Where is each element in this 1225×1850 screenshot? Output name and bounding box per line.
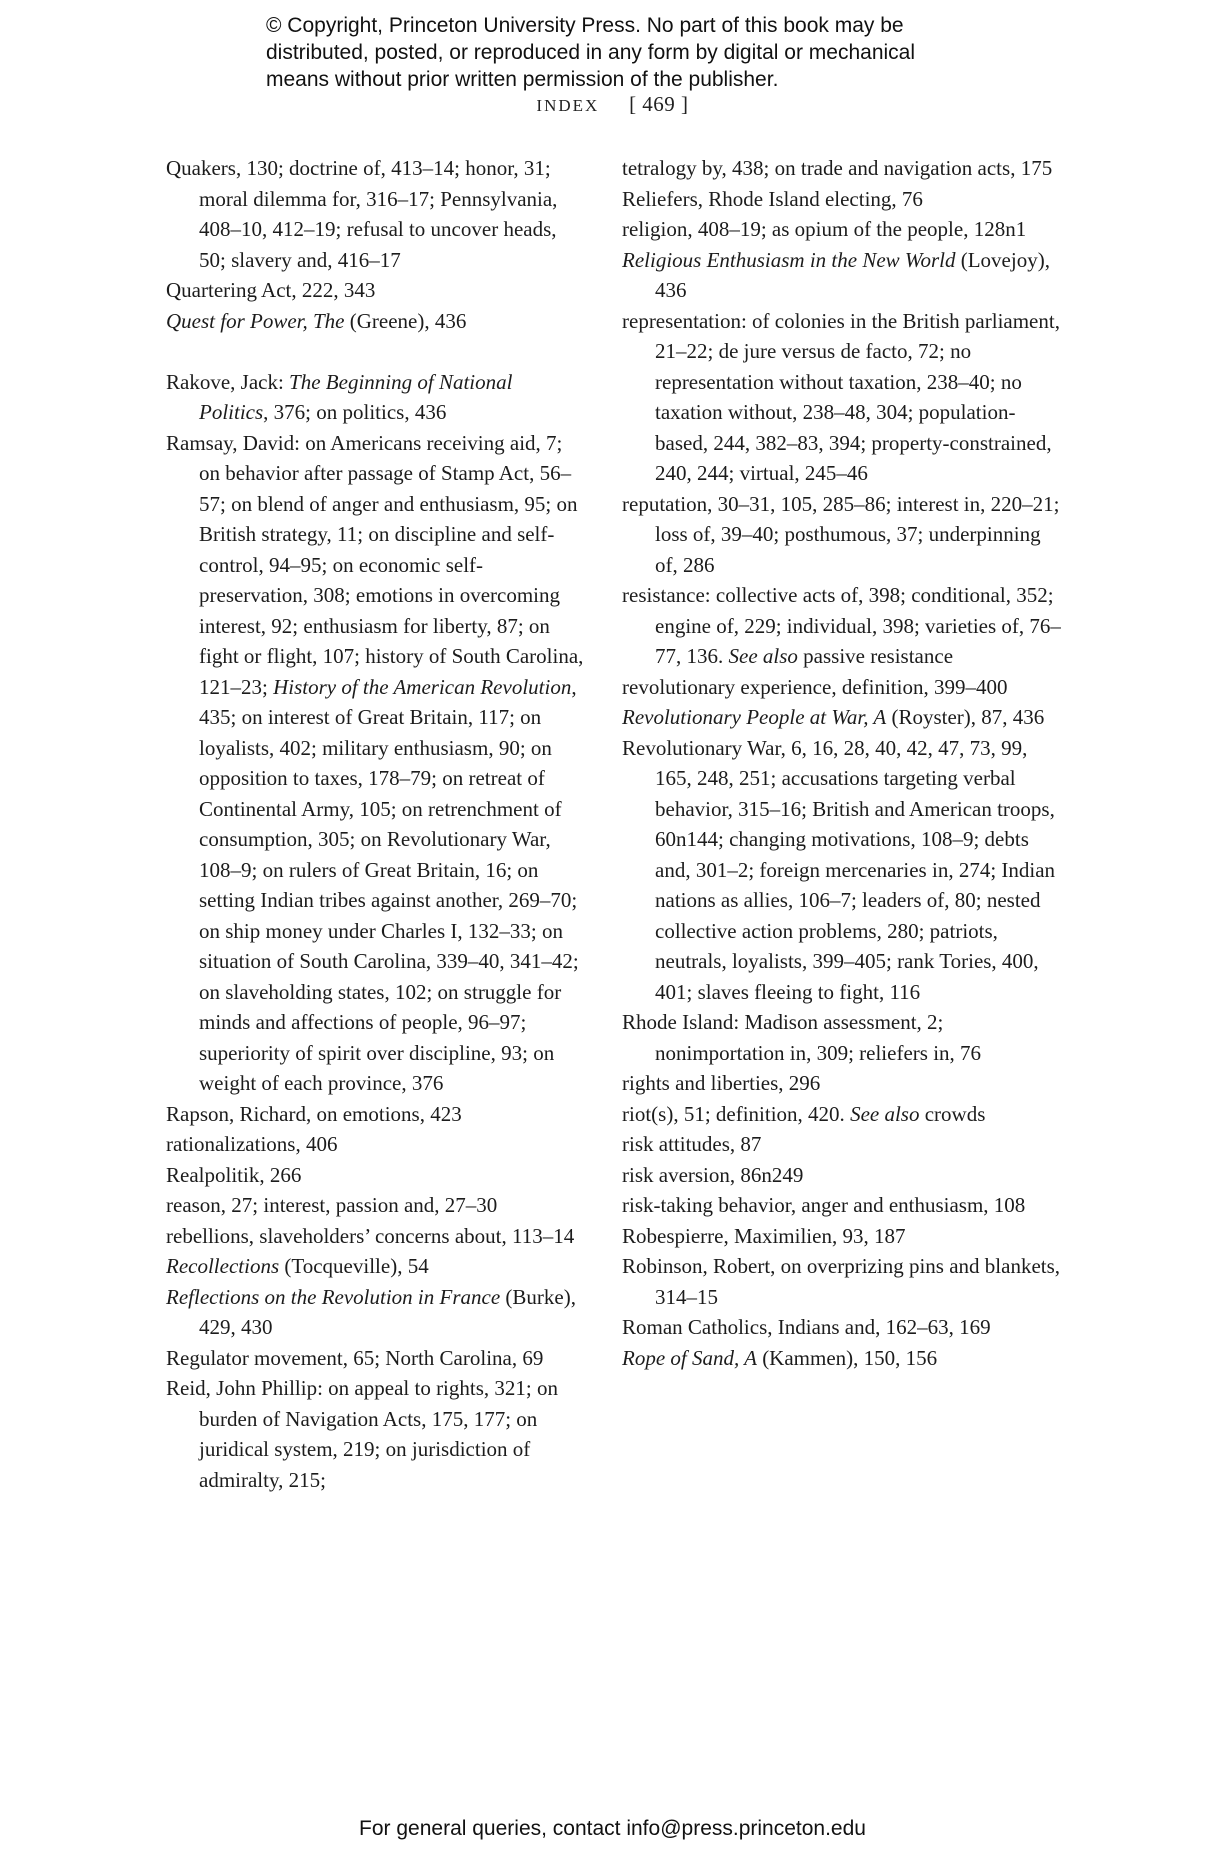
index-entry — [622, 214, 1062, 245]
index-entry — [622, 1251, 1062, 1312]
index-entry — [622, 702, 1062, 733]
index-entry — [166, 306, 586, 337]
index-entry-text: (Kammen), 150, 156 — [756, 1345, 938, 1370]
index-entry — [166, 275, 586, 306]
index-entry-title: Reflections on the Revolution in France — [166, 1284, 501, 1309]
index-entry-text: Reid, John Phillip: on appeal to rights, 321; on burden of Navigation Acts, 175, 177; on juridical system, 219; on jurisdiction of admiralty, 215; — [166, 1376, 558, 1492]
index-entry-text: reputation, 30–31, 105, 285–86; interest in, 220–21; loss of, 39–40; posthumous, 37; underpinning of, 286 — [622, 491, 1060, 577]
index-entry-text: risk-taking behavior, anger and enthusiasm, 108 — [622, 1193, 1026, 1217]
index-entry — [622, 184, 1062, 215]
index-entry-title: Recollections — [166, 1254, 280, 1278]
index-entry — [622, 489, 1062, 581]
index-entry-title: Religious Enthusiasm in the New World — [622, 247, 956, 272]
index-entry — [622, 1129, 1062, 1160]
index-entry — [166, 1129, 586, 1160]
index-entry-text: Revolutionary War, 6, 16, 28, 40, 42, 47, 73, 99, 165, 248, 251; accusations targeting verbal behavior, 315–16; British and American troops, 60n144; changing motivations, 108–9; debts and, 301–2; foreign mercenaries in, 274; Indian nations as allies, 106–7; leaders of, 80; nested collective action problems, 280; patriots, neutrals, loyalists, 399–405; rank Tories, 400, 401; slaves fleeing to fight, 116 — [622, 735, 1056, 1004]
index-entry — [166, 1221, 586, 1252]
index-entry-text: tetralogy by, 438; on trade and navigation acts, 175 — [622, 156, 1053, 180]
index-entry-text: (Burke), 429, 430 — [199, 1284, 576, 1339]
section-label: INDEX — [536, 96, 600, 115]
index-entry-title: Rope of Sand, A — [622, 1345, 757, 1370]
copyright-line: means without prior written permission of the publisher. — [266, 68, 779, 91]
copyright-notice — [266, 12, 1026, 93]
index-entry-text: representation: of colonies in the British parliament, 21–22; de jure versus de facto, 72; no representation without taxation, 238–40; no taxation without, 238–48, 304; population-based, 244, 382–83, 394; property-constrained, 240, 244; virtual, 245–46 — [622, 308, 1060, 485]
index-entry-text: riot(s), 51; definition, 420. — [622, 1101, 851, 1126]
index-entry — [622, 245, 1062, 306]
index-entry — [166, 1282, 586, 1343]
index-entry — [622, 1190, 1062, 1221]
index-entry-text: Robinson, Robert, on overprizing pins and blankets, 314–15 — [622, 1254, 1061, 1309]
index-entry — [166, 428, 586, 1099]
index-entry-text: revolutionary experience, definition, 399–400 — [622, 674, 1008, 699]
index-entry-title: See also — [850, 1101, 920, 1126]
index-entry-text: Regulator movement, 65; North Carolina, 69 — [166, 1345, 544, 1370]
index-entry-title: History of the American Revolution — [273, 674, 572, 699]
index-entry-text: religion, 408–19; as opium of the people, 128n1 — [622, 217, 1027, 241]
index-entry — [166, 1251, 586, 1282]
index-entry-text: Rapson, Richard, on emotions, 423 — [166, 1101, 462, 1126]
index-entry — [622, 1312, 1062, 1343]
index-entry-title: Quest for Power, The — [166, 308, 345, 333]
index-column-left — [166, 153, 586, 1495]
index-entry — [622, 733, 1062, 1008]
index-entry-text: (Tocqueville), 54 — [279, 1254, 429, 1278]
index-entry-text: Rhode Island: Madison assessment, 2; nonimportation in, 309; reliefers in, 76 — [622, 1010, 982, 1065]
index-entry-text: rationalizations, 406 — [166, 1132, 338, 1156]
index-entry-text: Rakove, Jack: — [166, 369, 290, 394]
index-entry-title: The Beginning of National Politics — [199, 369, 513, 424]
index-entry-text: Robespierre, Maximilien, 93, 187 — [622, 1223, 906, 1248]
index-entry — [622, 1343, 1062, 1374]
index-entry — [166, 367, 586, 428]
index-entry-text: (Lovejoy), 436 — [655, 247, 1050, 302]
index-entry-text: Realpolitik, 266 — [166, 1162, 302, 1187]
index-column-right — [622, 153, 1062, 1373]
index-entry-text: Reliefers, Rhode Island electing, 76 — [622, 186, 923, 211]
index-entry-text: passive resistance — [797, 644, 954, 668]
footer-contact: For general queries, contact info@press.princeton.edu — [359, 1817, 866, 1840]
index-entry-text: , 376; on politics, 436 — [263, 400, 447, 424]
page-number: [ 469 ] — [629, 92, 689, 116]
index-entry — [622, 306, 1062, 489]
index-entry-text: risk attitudes, 87 — [622, 1132, 762, 1156]
index-entry-text: (Royster), 87, 436 — [886, 705, 1045, 729]
index-entry — [622, 580, 1062, 672]
index-entry — [622, 1068, 1062, 1099]
index-entry-text: (Greene), 436 — [344, 308, 467, 333]
index-entry-text: resistance: collective acts of, 398; conditional, 352; engine of, 229; individual, 398; varieties of, 76–77, 136. — [622, 583, 1061, 668]
index-entry — [166, 1343, 586, 1374]
running-head — [0, 92, 1225, 117]
index-entry-text: Quartering Act, 222, 343 — [166, 278, 376, 302]
index-entry — [622, 153, 1062, 184]
index-entry-text: Ramsay, David: on Americans receiving aid, 7; on behavior after passage of Stamp Act, 56–57; on blend of anger and enthusiasm, 95; on British strategy, 11; on discipline and self-control, 94–95; on economic self-preservation, 308; emotions in overcoming interest, 92; enthusiasm for liberty, 87; on fight or flight, 107; history of South Carolina, 121–23; — [166, 430, 584, 699]
index-entry — [166, 1160, 586, 1191]
index-entry — [166, 153, 586, 275]
copyright-line: distributed, posted, or reproduced in any form by digital or mechanical — [266, 41, 916, 64]
index-entry — [166, 1190, 586, 1221]
index-entry-text: Quakers, 130; doctrine of, 413–14; honor, 31; moral dilemma for, 316–17; Pennsylvania, 408–10, 412–19; refusal to uncover heads, 50; slavery and, 416–17 — [166, 156, 558, 272]
index-entry-text: reason, 27; interest, passion and, 27–30 — [166, 1193, 498, 1217]
index-entry-text: rebellions, slaveholders’ concerns about, 113–14 — [166, 1223, 575, 1248]
index-entry — [622, 1099, 1062, 1130]
index-entry-title: See also — [728, 644, 798, 668]
index-entry-text: rights and liberties, 296 — [622, 1071, 821, 1095]
index-entry — [622, 1007, 1062, 1068]
index-entry-text: , 435; on interest of Great Britain, 117; on loyalists, 402; military enthusiasm, 90; on opposition to taxes, 178–79; on retreat of Continental Army, 105; on retrenchment of consumption, 305; on Revolutionary War, 108–9; on rulers of Great Britain, 16; on setting Indian tribes against another, 269–70; on ship money under Charles I, 132–33; on situation of South Carolina, 339–40, 341–42; on slaveholding states, 102; on struggle for minds and affections of people, 96–97; superiority of spirit over discipline, 93; on weight of each province, 376 — [199, 674, 579, 1095]
index-entry-title: Revolutionary People at War, A — [622, 705, 887, 729]
index-entry — [622, 1221, 1062, 1252]
copyright-line: © Copyright, Princeton University Press. No part of this book may be — [266, 14, 904, 37]
index-entry — [166, 1373, 586, 1495]
index-entry-text: risk aversion, 86n249 — [622, 1162, 804, 1187]
index-entry — [622, 672, 1062, 703]
index-entry-text: crowds — [919, 1101, 986, 1126]
index-entry-text: Roman Catholics, Indians and, 162–63, 169 — [622, 1315, 991, 1339]
index-entry — [622, 1160, 1062, 1191]
index-entry — [166, 1099, 586, 1130]
